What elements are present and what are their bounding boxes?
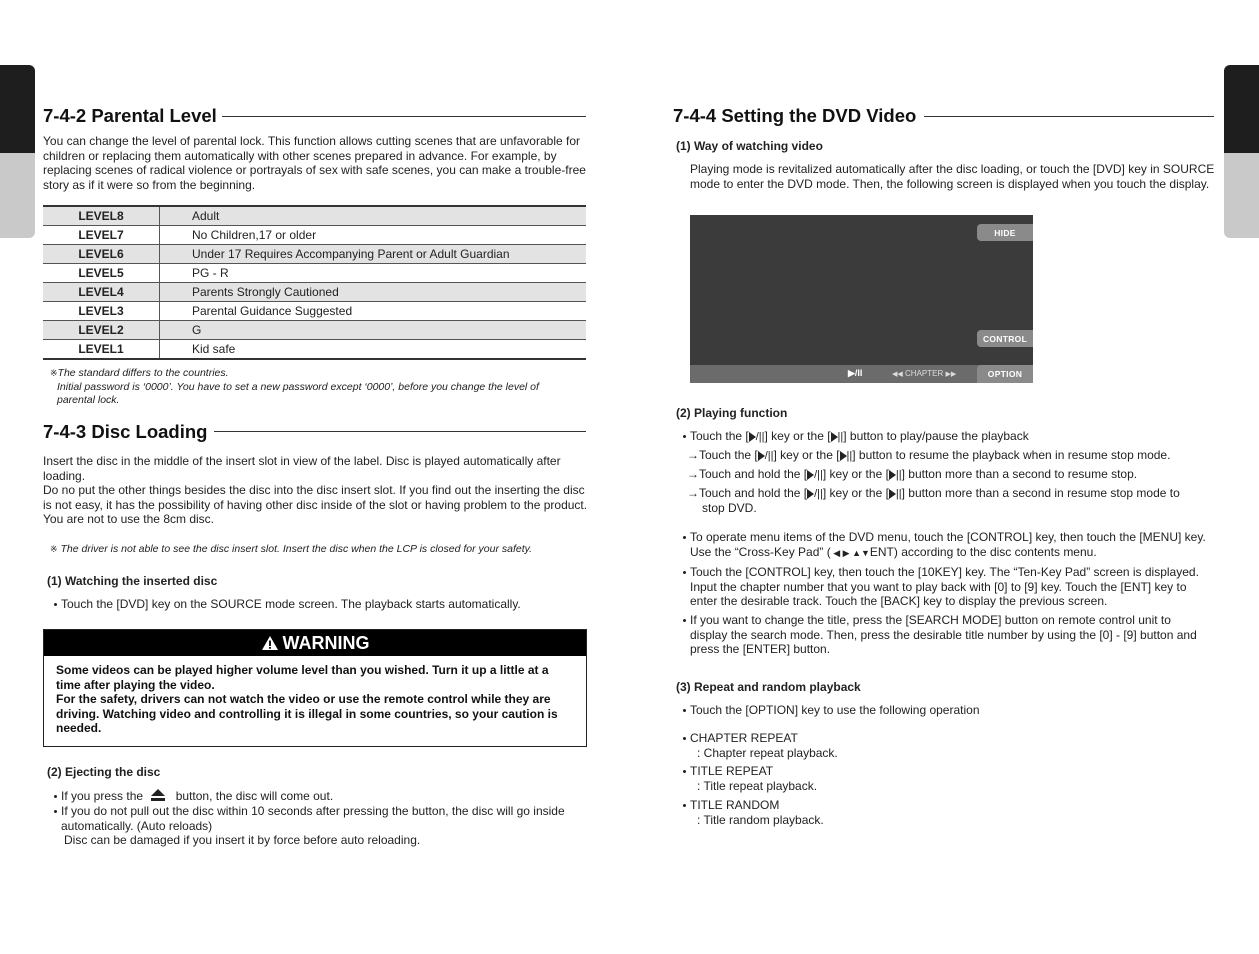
playing-line-3-c: ] button more than a second to resume stop.	[901, 467, 1138, 481]
level-desc-cell: PG - R	[160, 264, 587, 283]
play-icon	[889, 470, 896, 480]
arrow-icon: →	[687, 486, 699, 500]
playing-line-4	[687, 486, 1180, 501]
bullet	[54, 795, 57, 798]
repeat-item-desc: : Title repeat playback.	[697, 778, 818, 793]
warning-box	[43, 629, 587, 747]
level-desc-cell: Adult	[160, 206, 587, 226]
level-desc-cell: Under 17 Requires Accompanying Parent or Adult Guardian	[160, 245, 587, 264]
playing-line-2-a: Touch the [	[699, 448, 758, 462]
ejecting-disc-title: (2) Ejecting the disc	[47, 765, 161, 779]
heading-rule	[924, 116, 1214, 117]
playing-line-1	[683, 429, 1029, 444]
way-of-watching-title: (1) Way of watching video	[676, 139, 823, 153]
parental-level-table	[43, 205, 586, 360]
level-desc-cell: Parents Strongly Cautioned	[160, 283, 587, 302]
play-icon	[749, 432, 756, 442]
bullet	[683, 619, 686, 622]
bullet	[683, 435, 686, 438]
table-row	[43, 302, 586, 321]
pause-icon: /||	[814, 487, 823, 500]
repeat-item-desc: : Chapter repeat playback.	[697, 745, 838, 760]
playing-line-4-continued: stop DVD.	[702, 501, 757, 515]
eject-item-2-extra: Disc can be damaged if you insert it by force before auto reloading.	[64, 833, 421, 848]
bullet	[54, 603, 57, 606]
eject-item-2-text: If you do not pull out the disc within 10 seconds after pressing the button, the disc will go inside automatically. (Auto reloads)	[61, 804, 565, 833]
left-edge-tab-light	[0, 153, 35, 238]
level-cell: LEVEL6	[43, 245, 160, 264]
tenkey-item-text: Touch the [CONTROL] key, then touch the [10KEY] key. The “Ten-Key Pad” screen is displayed. Input the chapter number that you want to play back with [0] to [9] key. Touch the [ENT] key to enter the desirable track. Touch the [BACK] key to display the previous screen.	[690, 565, 1199, 609]
dvd-screen-image	[690, 215, 1033, 383]
cross-key-arrows-icon: ◀ ▶ ▲▼	[830, 547, 870, 558]
bullet	[683, 536, 686, 539]
disc-loading-note	[50, 543, 590, 557]
play-icon	[758, 451, 765, 461]
arrow-icon: →	[687, 467, 699, 481]
bullet	[54, 810, 57, 813]
title-change-item-text: If you want to change the title, press the [SEARCH MODE] button on remote control unit to display the search mode. Then, press the desirable title number by using the [0] - [9] button and press the [ENTER] button.	[690, 613, 1197, 657]
table-row	[43, 245, 586, 264]
level-cell: LEVEL8	[43, 206, 160, 226]
previous-chapter-icon[interactable]: ◀◀	[892, 371, 903, 378]
eject-item-1-b: button, the disc will come out.	[175, 789, 334, 803]
note-symbol: ※	[50, 544, 58, 554]
pause-icon: ||	[895, 468, 902, 481]
play-icon	[807, 470, 814, 480]
eject-item-1-a: If you press the	[61, 789, 144, 803]
repeat-item-name: CHAPTER REPEAT	[690, 731, 798, 745]
watching-disc-text: Touch the [DVD] key on the SOURCE mode screen. The playback starts automatically.	[61, 597, 521, 611]
disc-loading-heading: 7-4-3 Disc Loading	[43, 421, 208, 442]
pause-icon: /||	[764, 449, 774, 462]
playing-line-4-c: ] button more than a second in resume stop mode to	[901, 486, 1180, 500]
watching-disc-title: (1) Watching the inserted disc	[47, 574, 218, 588]
repeat-intro	[683, 703, 980, 718]
pause-icon: ||	[837, 430, 844, 443]
pause-icon: ||	[846, 449, 853, 462]
title-change-item	[683, 613, 1215, 657]
playing-line-3-b: ] key or the [	[822, 467, 889, 481]
disc-loading-para-1: Insert the disc in the middle of the insert slot in view of the label. Disc is played automatically after loading.	[43, 454, 561, 483]
play-icon	[889, 489, 896, 499]
note-symbol: ※	[50, 368, 58, 378]
right-edge-tab-light	[1224, 153, 1259, 238]
warning-text-1: Some videos can be played higher volume level than you wished. Turn it up a little at a time after playing the video.	[56, 663, 549, 692]
menu-item-a: To operate menu items of the DVD menu, touch the [CONTROL] key, then touch the [MENU] key. Use the “Cross-Key Pad” (	[690, 530, 1206, 559]
table-row	[43, 264, 586, 283]
level-desc-cell: Kid safe	[160, 340, 587, 360]
play-icon	[831, 432, 838, 442]
playing-line-2-c: ] button to resume the playback when in resume stop mode.	[852, 448, 1171, 462]
bullet	[683, 804, 686, 807]
control-button[interactable]: CONTROL	[977, 330, 1033, 347]
playing-line-4-a: Touch and hold the [	[699, 486, 808, 500]
parental-level-heading: 7-4-2 Parental Level	[43, 105, 217, 126]
table-row	[43, 340, 586, 360]
disc-loading-para-2: Do no put the other things besides the disc into the disc insert slot. If you find out the inserting the disc is not easy, it has the possibility of having other disc inside of the slot or having problem to the product. You are not to use the 8cm disc.	[43, 483, 588, 527]
playing-line-1-b: ] key or the [	[764, 429, 831, 443]
playing-line-1-c: ] button to play/pause the playback	[843, 429, 1029, 443]
way-of-watching-text: Playing mode is revitalized automatically after the disc loading, or touch the [DVD] key in SOURCE mode to enter the DVD mode. Then, the following screen is displayed when you touch the display.	[690, 162, 1215, 191]
warning-text-2: For the safety, drivers can not watch the video or use the remote control while they are driving. Watching video and controlling it is illegal in some countries, so your caution is needed.	[56, 692, 558, 736]
bullet	[683, 571, 686, 574]
left-edge-tab-dark	[0, 65, 35, 153]
next-chapter-icon[interactable]: ▶▶	[945, 371, 957, 378]
disc-loading-note-text: The driver is not able to see the disc insert slot. Insert the disc when the LCP is closed for your safety.	[60, 543, 533, 555]
repeat-item-title-repeat	[683, 764, 817, 793]
repeat-item-name: TITLE REPEAT	[690, 764, 774, 778]
warning-title: WARNING	[282, 632, 370, 653]
repeat-item-desc: : Title random playback.	[697, 812, 824, 827]
pause-icon: /||	[814, 468, 823, 481]
chapter-nav[interactable]	[892, 369, 956, 378]
level-cell: LEVEL2	[43, 321, 160, 340]
level-desc-cell: G	[160, 321, 587, 340]
warning-body	[44, 656, 586, 736]
bullet	[683, 770, 686, 773]
repeat-item-chapter	[683, 731, 838, 760]
hide-button[interactable]: HIDE	[977, 224, 1033, 241]
watching-disc-item	[54, 597, 521, 612]
menu-item	[683, 530, 1215, 560]
parental-note	[50, 367, 570, 408]
playing-line-3	[687, 467, 1137, 482]
bullet	[683, 737, 686, 740]
setting-dvd-heading: 7-4-4 Setting the DVD Video	[673, 105, 917, 126]
playing-line-2-b: ] key or the [	[773, 448, 840, 462]
heading-rule	[214, 431, 586, 432]
tenkey-item	[683, 565, 1215, 609]
play-pause-button[interactable]: ▶/II	[848, 368, 863, 378]
eject-item-2	[54, 804, 594, 848]
playing-line-3-a: Touch and hold the [	[699, 467, 808, 481]
bullet	[683, 709, 686, 712]
arrow-icon: →	[687, 448, 699, 462]
level-cell: LEVEL1	[43, 340, 160, 360]
playing-line-2	[687, 448, 1170, 463]
chapter-label: CHAPTER	[905, 369, 944, 378]
playing-function-title: (2) Playing function	[676, 406, 788, 420]
pause-icon: ||	[895, 487, 902, 500]
level-desc-cell: Parental Guidance Suggested	[160, 302, 587, 321]
parental-note-1: The standard differs to the countries.	[57, 367, 229, 379]
table-row	[43, 226, 586, 245]
repeat-random-title: (3) Repeat and random playback	[676, 680, 861, 694]
table-row	[43, 283, 586, 302]
warning-triangle-icon	[261, 635, 279, 651]
table-row	[43, 206, 586, 226]
table-row	[43, 321, 586, 340]
eject-item-1	[54, 789, 333, 804]
heading-rule	[222, 116, 586, 117]
level-cell: LEVEL3	[43, 302, 160, 321]
warning-header	[44, 630, 586, 656]
menu-item-b: ENT) according to the disc contents menu.	[869, 544, 1097, 559]
option-button[interactable]: OPTION	[977, 365, 1033, 383]
level-desc-cell: No Children,17 or older	[160, 226, 587, 245]
play-icon	[807, 489, 814, 499]
repeat-intro-text: Touch the [OPTION] key to use the following operation	[690, 703, 980, 717]
level-cell: LEVEL5	[43, 264, 160, 283]
repeat-item-name: TITLE RANDOM	[690, 798, 780, 812]
parental-intro: You can change the level of parental lock. This function allows cutting scenes that are unfavorable for children or replacing them automatically with other scenes prepared in advance. For example, by replacing scenes of radical violence or portrayals of sex with safe scenes, you can make a trouble-free story as if it were so from the beginning.	[43, 134, 586, 192]
level-cell: LEVEL7	[43, 226, 160, 245]
level-cell: LEVEL4	[43, 283, 160, 302]
pause-icon: /||	[755, 430, 765, 443]
playing-line-1-a: Touch the [	[690, 429, 749, 443]
right-edge-tab-dark	[1224, 65, 1259, 153]
eject-icon	[150, 789, 166, 801]
repeat-item-title-random	[683, 798, 824, 827]
parental-note-2: Initial password is ‘0000’. You have to set a new password except ‘0000’, before you change the level of parental lock.	[57, 380, 539, 406]
playing-line-4-b: ] key or the [	[822, 486, 889, 500]
play-icon	[840, 451, 847, 461]
